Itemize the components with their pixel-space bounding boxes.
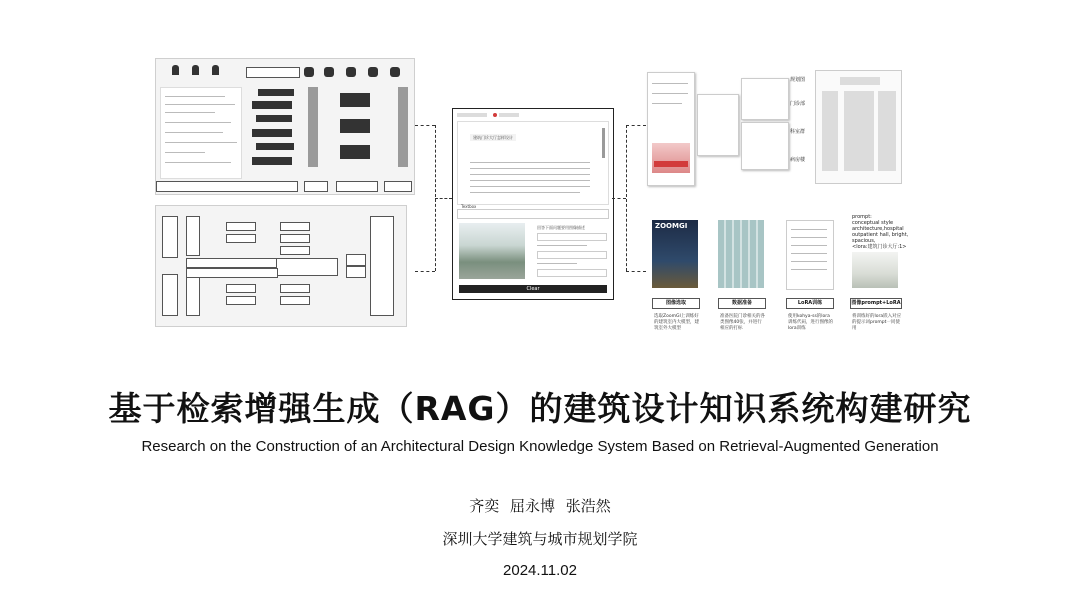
step-label: 图像prompt+LoRA xyxy=(850,298,902,309)
process-box xyxy=(346,254,366,266)
label-planning: 规划图 xyxy=(790,77,806,83)
center-ui-screenshot xyxy=(452,108,614,300)
db-icon xyxy=(346,67,356,77)
input-label: Textbox xyxy=(461,204,477,209)
step-label: 数据准备 xyxy=(718,298,766,309)
step-label: LoRA训练 xyxy=(786,298,834,309)
vertical-bar xyxy=(398,87,408,167)
label-wards: 病房楼 xyxy=(790,157,806,163)
authors: 齐奕 屈永博 张浩然 xyxy=(469,497,611,515)
user-icons-row xyxy=(168,65,228,81)
wide-box xyxy=(186,268,278,278)
process-box xyxy=(226,284,256,293)
chat-message: 建筑门诊大厅怎样设计 xyxy=(470,134,516,141)
process-box xyxy=(280,222,310,231)
left-bottom-diagram xyxy=(155,205,407,327)
answer-heading: 回答下面问题要用图像描述 xyxy=(537,225,585,230)
bottom-label-box xyxy=(336,181,378,192)
top-process-box xyxy=(246,67,300,78)
connector xyxy=(415,271,435,272)
lora-code xyxy=(786,220,834,290)
user-icon xyxy=(192,65,199,75)
label-outpatient: 门诊部 xyxy=(790,101,806,107)
textbox[interactable] xyxy=(457,209,609,219)
wide-box xyxy=(276,258,338,276)
process-box xyxy=(346,266,366,278)
process-box xyxy=(186,276,200,316)
db-icon xyxy=(368,67,378,77)
chat-bubbles xyxy=(252,87,296,177)
side-box xyxy=(162,216,178,258)
page-title: 基于检索增强生成（RAG）的建筑设计知识系统构建研究 xyxy=(108,389,972,428)
doc-page xyxy=(741,122,789,170)
connector xyxy=(626,271,646,272)
process-box xyxy=(226,234,256,243)
doc-page xyxy=(647,72,695,186)
process-box xyxy=(280,234,310,243)
zoomgi-logo: ZOOMGI xyxy=(655,222,688,230)
user-icon xyxy=(172,65,179,75)
tab-bar xyxy=(457,112,607,118)
flowchart xyxy=(815,70,902,184)
doc-page xyxy=(741,78,789,120)
wide-box xyxy=(186,258,278,268)
page-subtitle: Research on the Construction of an Architectural Design Knowledge System Based on Retrieval-Augmented Generation xyxy=(141,438,939,455)
step-desc: 使用kohya-ss的lora训练代码，进行图像的lora训练 xyxy=(788,314,833,331)
process-box xyxy=(280,296,310,305)
chat-area xyxy=(457,121,609,205)
right-bottom-panel xyxy=(650,212,910,342)
db-icon xyxy=(304,67,314,77)
user-icon xyxy=(212,65,219,75)
db-icon xyxy=(324,67,334,77)
step-desc: 选取ZoomGI上训练好的建筑室内大模型，建筑室外大模型 xyxy=(654,314,699,331)
doc-page xyxy=(697,94,739,156)
clear-button[interactable] xyxy=(459,285,607,293)
label-departments: 科室群 xyxy=(790,129,806,135)
process-box xyxy=(280,284,310,293)
process-box xyxy=(186,216,200,256)
step-label: 图像选取 xyxy=(652,298,700,309)
side-box xyxy=(162,274,178,316)
process-box xyxy=(226,222,256,231)
connector xyxy=(435,198,452,199)
clear-button-label: Clear xyxy=(526,286,540,292)
affiliation: 深圳大学建筑与城市规划学院 xyxy=(442,530,638,548)
step-desc: 将训练好的lora嵌入对应的提示词prompt一同使用 xyxy=(852,314,902,331)
connector xyxy=(626,125,646,126)
dataset-grid xyxy=(718,220,764,288)
date: 2024.11.02 xyxy=(503,562,577,579)
connector xyxy=(626,125,627,271)
server-icons xyxy=(336,87,376,167)
prompt-text: prompt: conceptual style architecture,hospital outpatient hall, bright, spacious, <lora:建筑门诊大厅:1> xyxy=(852,214,909,250)
process-box xyxy=(280,246,310,255)
scrollbar[interactable] xyxy=(602,128,605,158)
zoomgi-image xyxy=(652,220,698,288)
hall-image xyxy=(852,252,898,288)
connector xyxy=(415,125,435,126)
output-box xyxy=(370,216,394,316)
form-screenshot xyxy=(160,87,242,179)
hospital-photo xyxy=(459,223,525,279)
step-desc: 准备医院门诊相关的各类图像40张，并进行相应的打标 xyxy=(720,314,765,331)
left-top-diagram xyxy=(155,58,415,195)
right-top-panel xyxy=(645,68,910,188)
bottom-label-box xyxy=(156,181,298,192)
vertical-bar xyxy=(308,87,318,167)
connector xyxy=(612,198,626,199)
process-box xyxy=(226,296,256,305)
db-icon xyxy=(390,67,400,77)
bottom-label-box xyxy=(384,181,412,192)
bottom-label-box xyxy=(304,181,328,192)
